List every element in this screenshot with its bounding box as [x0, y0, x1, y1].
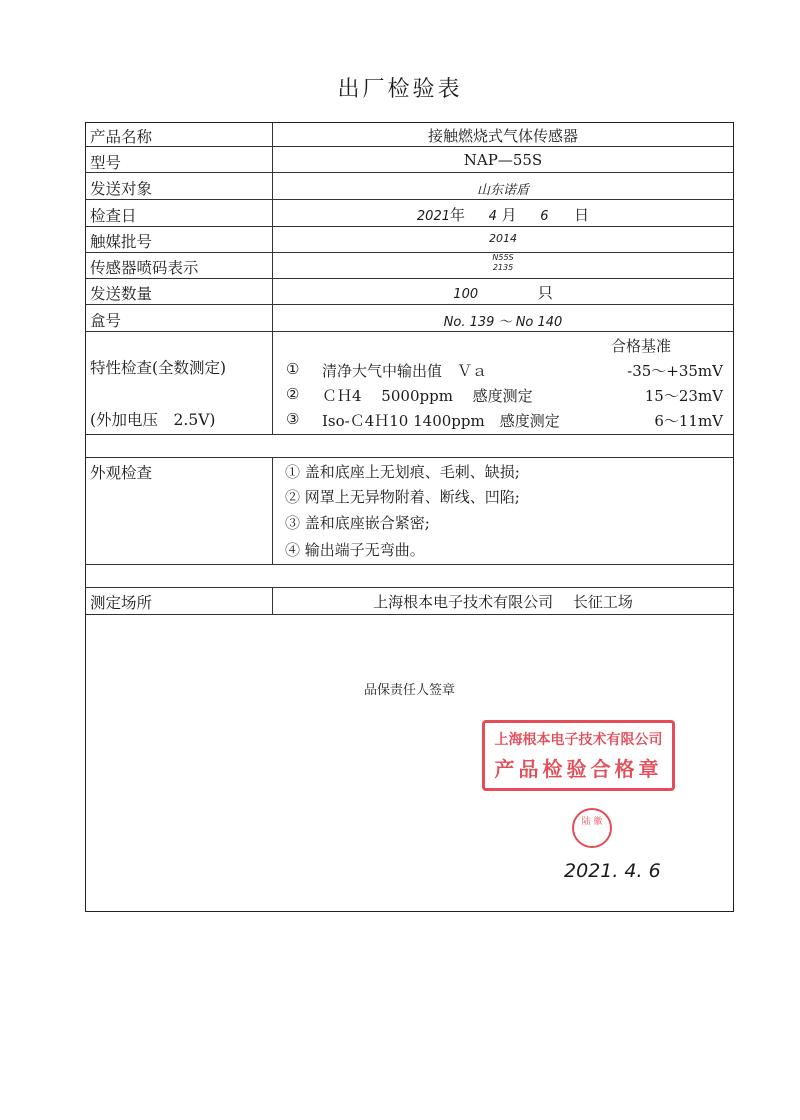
row-divider [86, 614, 733, 615]
row-divider [86, 304, 733, 305]
date-year: 2021 [416, 209, 450, 224]
column-divider [272, 123, 273, 434]
signature-caption: 品保责任人签章 [363, 683, 455, 698]
voltage-note: (外加电压 2.5V) [90, 411, 216, 429]
test-site-label: 测定场所 [90, 594, 153, 612]
date-month: 4 [488, 209, 497, 224]
visual-item: ③ 盖和底座嵌合紧密; [285, 514, 430, 532]
date-day: 6 [540, 209, 549, 224]
quantity-unit: 只 [537, 284, 553, 302]
row-divider [86, 434, 733, 435]
row-divider [86, 587, 733, 588]
visual-item: ① 盖和底座上无划痕、毛刺、缺损; [285, 463, 520, 481]
test-2-name: ＣＨ4 5000ppm 感度测定 [322, 387, 533, 405]
row-divider [86, 457, 733, 458]
standard-header: 合格基准 [611, 337, 672, 355]
visual-item: ② 网罩上无异物附着、断线、凹陷; [285, 488, 520, 506]
visual-inspection-label: 外观检查 [90, 464, 153, 482]
catalyst-lot-value: 2014 [489, 232, 517, 245]
test-1-standard: -35～+35mV [627, 362, 723, 380]
spray-code-line-1: N55S [492, 253, 514, 262]
page-title: 出厂检验表 [337, 77, 463, 102]
row-divider [86, 146, 733, 147]
row-divider [86, 278, 733, 279]
spray-code-value [273, 253, 733, 273]
inspection-date-value [273, 204, 733, 225]
quantity-number: 100 [453, 287, 479, 302]
test-1-number: ① [286, 360, 300, 378]
quantity-label: 发送数量 [90, 285, 153, 303]
row-divider [86, 564, 733, 565]
month-unit: 月 [501, 206, 517, 224]
visual-item: ④ 输出端子无弯曲。 [285, 541, 425, 559]
test-2-number: ② [286, 385, 300, 403]
test-1-name: 清净大气中输出值 Ｖａ [322, 362, 488, 380]
stamp-title: 产品检验合格章 [494, 757, 663, 781]
test-3-number: ③ [286, 410, 300, 428]
day-unit: 日 [574, 206, 590, 224]
product-name-value: 接触燃烧式气体传感器 [427, 127, 578, 145]
row-divider [86, 199, 733, 200]
model-value: NAP—55S [463, 151, 543, 169]
catalyst-lot-label: 触媒批号 [90, 233, 153, 251]
inspection-table [85, 122, 734, 912]
column-divider [272, 457, 273, 564]
characteristics-label: 特性检查(全数测定) [90, 359, 227, 377]
spray-code-label: 传感器喷码表示 [90, 259, 199, 277]
inspection-stamp [482, 720, 675, 791]
recipient-label: 发送对象 [90, 180, 153, 198]
row-divider [86, 172, 733, 173]
test-3-standard: 6～11mV [654, 412, 723, 430]
test-site-value: 上海根本电子技术有限公司 长征工场 [373, 593, 633, 611]
box-number-label: 盒号 [90, 312, 122, 330]
test-2-standard: 15～23mV [644, 387, 723, 405]
quantity-value [273, 282, 733, 303]
signature-date: 2021. 4. 6 [564, 860, 661, 882]
recipient-value: 山东诺盾 [476, 183, 529, 198]
inspection-date-label: 检查日 [90, 207, 137, 225]
box-number-value: No. 139 ～ No 140 [443, 315, 563, 330]
row-divider [86, 331, 733, 332]
row-divider [86, 226, 733, 227]
model-label: 型号 [90, 154, 122, 172]
test-3-name: Iso-Ｃ4Ｈ10 1400ppm 感度测定 [322, 412, 560, 430]
year-unit: 年 [450, 206, 466, 224]
stamp-company: 上海根本电子技术有限公司 [494, 732, 663, 748]
personal-seal: 陆 徽 [572, 808, 612, 848]
product-name-label: 产品名称 [90, 128, 153, 146]
spray-code-line-2: 2135 [492, 263, 514, 272]
